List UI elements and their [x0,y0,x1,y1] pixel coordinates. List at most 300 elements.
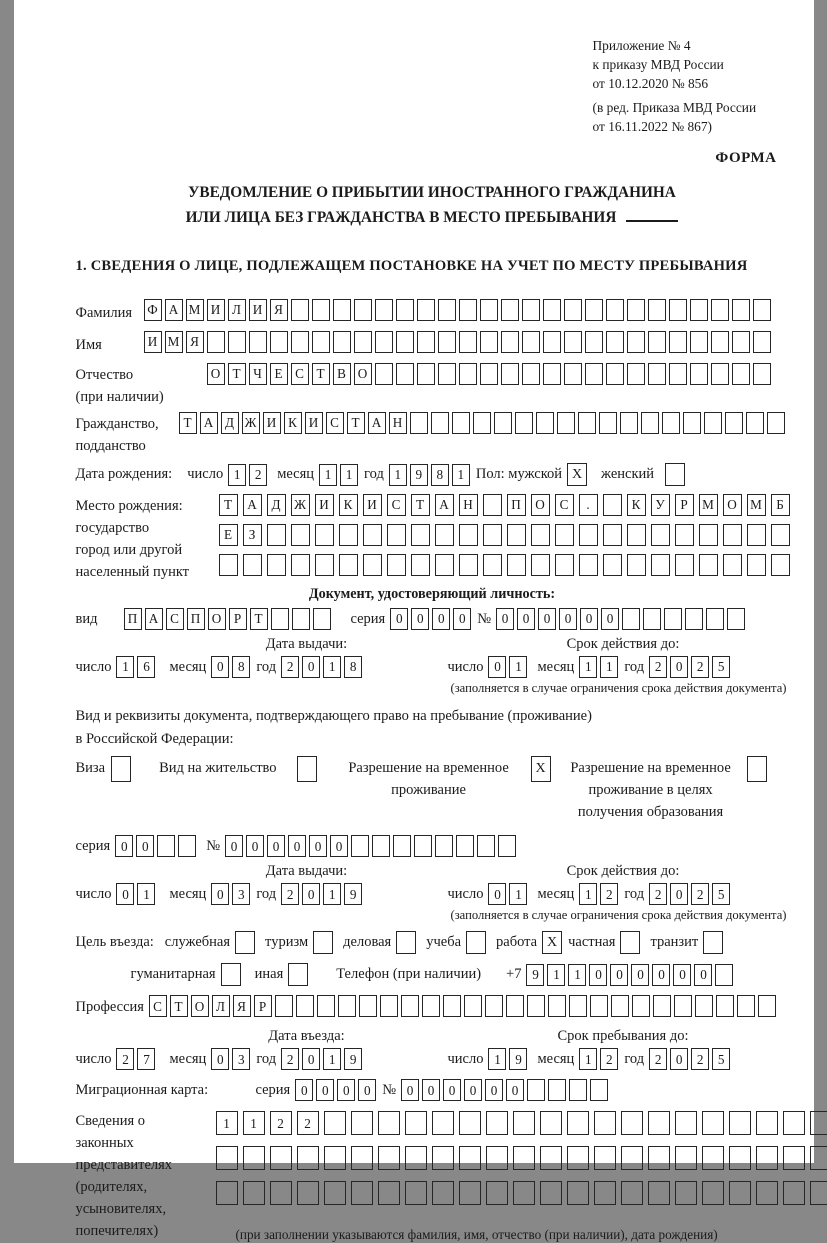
char-cell[interactable] [522,299,540,321]
char-cell[interactable] [606,331,624,353]
char-cell[interactable] [452,412,470,434]
char-cell[interactable]: О [354,363,372,385]
iddoc-number-cells[interactable] [496,608,745,630]
char-cell[interactable]: 1 [319,464,337,486]
char-cell[interactable] [351,1181,373,1205]
char-cell[interactable] [690,363,708,385]
char-cell[interactable]: Е [219,524,238,546]
char-cell[interactable]: С [387,494,406,516]
char-cell[interactable] [702,1181,724,1205]
char-cell[interactable] [411,524,430,546]
char-cell[interactable] [317,995,335,1017]
char-cell[interactable]: Ж [242,412,260,434]
char-cell[interactable] [569,1079,587,1101]
iddoc-issue-month-cells[interactable] [211,656,250,678]
char-cell[interactable] [585,331,603,353]
char-cell[interactable] [480,363,498,385]
char-cell[interactable] [296,995,314,1017]
char-cell[interactable] [669,299,687,321]
char-cell[interactable] [702,1111,724,1135]
char-cell[interactable] [338,995,356,1017]
char-cell[interactable] [313,608,331,630]
char-cell[interactable]: 1 [243,1111,265,1135]
char-cell[interactable] [312,299,330,321]
char-cell[interactable] [531,554,550,576]
char-cell[interactable]: 9 [410,464,428,486]
char-cell[interactable]: 0 [211,883,229,905]
char-cell[interactable] [594,1181,616,1205]
iddoc-valid-year-cells[interactable] [649,656,730,678]
char-cell[interactable] [417,363,435,385]
char-cell[interactable]: 5 [712,656,730,678]
char-cell[interactable] [756,1146,778,1170]
char-cell[interactable] [627,524,646,546]
char-cell[interactable] [513,1181,535,1205]
char-cell[interactable]: 1 [323,1048,341,1070]
char-cell[interactable] [704,412,722,434]
char-cell[interactable] [312,331,330,353]
char-cell[interactable] [498,835,516,857]
firstname-cells[interactable] [144,331,771,353]
char-cell[interactable] [527,1079,545,1101]
char-cell[interactable] [351,1111,373,1135]
char-cell[interactable] [729,1111,751,1135]
char-cell[interactable]: 1 [323,656,341,678]
purpose-study-checkbox[interactable] [466,931,486,954]
char-cell[interactable] [611,995,629,1017]
char-cell[interactable] [507,524,526,546]
char-cell[interactable]: О [207,363,225,385]
char-cell[interactable] [291,524,310,546]
char-cell[interactable]: С [149,995,167,1017]
resdoc-issue-day-cells[interactable] [116,883,155,905]
char-cell[interactable] [685,608,703,630]
char-cell[interactable] [411,554,430,576]
migcard-series-cells[interactable] [295,1079,376,1101]
char-cell[interactable] [459,299,477,321]
char-cell[interactable] [354,299,372,321]
char-cell[interactable] [480,331,498,353]
entry-month-cells[interactable] [211,1048,250,1070]
resdoc-valid-day-cells[interactable] [488,883,527,905]
iddoc-issue-day-cells[interactable] [116,656,155,678]
char-cell[interactable]: 0 [673,964,691,986]
char-cell[interactable] [543,331,561,353]
char-cell[interactable]: С [166,608,184,630]
char-cell[interactable]: З [243,524,262,546]
char-cell[interactable] [732,363,750,385]
char-cell[interactable] [753,331,771,353]
char-cell[interactable] [810,1111,827,1135]
char-cell[interactable] [732,299,750,321]
char-cell[interactable]: 0 [631,964,649,986]
char-cell[interactable] [627,299,645,321]
char-cell[interactable] [380,995,398,1017]
char-cell[interactable] [501,363,519,385]
char-cell[interactable]: Н [389,412,407,434]
entry-year-cells[interactable] [281,1048,362,1070]
char-cell[interactable] [375,363,393,385]
char-cell[interactable] [620,412,638,434]
char-cell[interactable] [351,835,369,857]
char-cell[interactable] [675,1181,697,1205]
char-cell[interactable]: 9 [509,1048,527,1070]
char-cell[interactable]: 0 [496,608,514,630]
char-cell[interactable]: 0 [330,835,348,857]
char-cell[interactable]: 2 [281,656,299,678]
char-cell[interactable]: И [144,331,162,353]
char-cell[interactable]: 0 [670,1048,688,1070]
char-cell[interactable] [473,412,491,434]
birthplace-cells-row2[interactable] [219,524,790,546]
char-cell[interactable]: 1 [579,1048,597,1070]
surname-cells[interactable] [144,299,771,321]
char-cell[interactable] [405,1146,427,1170]
char-cell[interactable]: 1 [568,964,586,986]
char-cell[interactable] [669,363,687,385]
char-cell[interactable]: 0 [488,656,506,678]
char-cell[interactable]: 1 [579,656,597,678]
char-cell[interactable]: О [191,995,209,1017]
char-cell[interactable] [405,1111,427,1135]
char-cell[interactable] [621,1111,643,1135]
char-cell[interactable] [378,1111,400,1135]
birth-month-cells[interactable] [319,464,358,486]
char-cell[interactable] [690,299,708,321]
char-cell[interactable] [585,299,603,321]
char-cell[interactable] [480,299,498,321]
char-cell[interactable] [396,331,414,353]
char-cell[interactable] [401,995,419,1017]
char-cell[interactable]: 0 [211,656,229,678]
char-cell[interactable]: 0 [337,1079,355,1101]
char-cell[interactable] [675,554,694,576]
char-cell[interactable]: Л [228,299,246,321]
char-cell[interactable] [536,412,554,434]
char-cell[interactable] [459,363,477,385]
char-cell[interactable]: 1 [137,883,155,905]
char-cell[interactable] [641,412,659,434]
char-cell[interactable] [464,995,482,1017]
char-cell[interactable]: Т [170,995,188,1017]
char-cell[interactable] [270,331,288,353]
char-cell[interactable]: 2 [270,1111,292,1135]
char-cell[interactable] [753,363,771,385]
char-cell[interactable] [486,1111,508,1135]
char-cell[interactable]: 1 [488,1048,506,1070]
char-cell[interactable]: 1 [116,656,134,678]
char-cell[interactable] [579,524,598,546]
char-cell[interactable]: 5 [712,1048,730,1070]
char-cell[interactable] [603,524,622,546]
char-cell[interactable] [267,524,286,546]
patronymic-cells[interactable] [207,363,771,385]
char-cell[interactable] [396,363,414,385]
char-cell[interactable] [405,1181,427,1205]
char-cell[interactable]: А [145,608,163,630]
char-cell[interactable]: Д [267,494,286,516]
char-cell[interactable]: 0 [517,608,535,630]
char-cell[interactable]: 2 [649,883,667,905]
birthplace-cells-row1[interactable] [219,494,790,516]
char-cell[interactable]: А [243,494,262,516]
sex-female-checkbox[interactable] [665,463,685,486]
char-cell[interactable]: 8 [232,656,250,678]
char-cell[interactable] [459,524,478,546]
char-cell[interactable] [435,524,454,546]
guardians-cells-row2[interactable] [216,1146,827,1170]
char-cell[interactable]: 0 [302,1048,320,1070]
char-cell[interactable] [662,412,680,434]
char-cell[interactable]: 2 [691,1048,709,1070]
char-cell[interactable]: 1 [452,464,470,486]
char-cell[interactable] [219,554,238,576]
char-cell[interactable] [674,995,692,1017]
char-cell[interactable] [410,412,428,434]
char-cell[interactable] [271,608,289,630]
char-cell[interactable] [651,524,670,546]
char-cell[interactable]: К [284,412,302,434]
char-cell[interactable] [459,1181,481,1205]
char-cell[interactable] [435,835,453,857]
char-cell[interactable] [275,995,293,1017]
char-cell[interactable] [459,554,478,576]
char-cell[interactable]: Л [212,995,230,1017]
char-cell[interactable]: 0 [601,608,619,630]
char-cell[interactable] [651,554,670,576]
birth-year-cells[interactable] [389,464,470,486]
char-cell[interactable]: А [435,494,454,516]
char-cell[interactable]: 0 [288,835,306,857]
char-cell[interactable] [783,1146,805,1170]
char-cell[interactable] [729,1181,751,1205]
char-cell[interactable]: Т [228,363,246,385]
char-cell[interactable] [767,412,785,434]
char-cell[interactable]: П [187,608,205,630]
char-cell[interactable] [747,524,766,546]
char-cell[interactable] [527,995,545,1017]
char-cell[interactable] [548,1079,566,1101]
char-cell[interactable]: 0 [485,1079,503,1101]
birthplace-cells-row3[interactable] [219,554,790,576]
char-cell[interactable]: Я [270,299,288,321]
char-cell[interactable] [486,1181,508,1205]
char-cell[interactable]: 0 [390,608,408,630]
resdoc-series-cells[interactable] [115,835,196,857]
char-cell[interactable] [291,554,310,576]
char-cell[interactable] [603,554,622,576]
resdoc-issue-year-cells[interactable] [281,883,362,905]
iddoc-series-cells[interactable] [390,608,471,630]
char-cell[interactable] [783,1111,805,1135]
char-cell[interactable] [438,331,456,353]
char-cell[interactable]: 0 [670,883,688,905]
char-cell[interactable] [669,331,687,353]
purpose-humanitarian-checkbox[interactable] [221,963,241,986]
char-cell[interactable] [378,1146,400,1170]
char-cell[interactable]: 1 [547,964,565,986]
char-cell[interactable] [396,299,414,321]
char-cell[interactable] [711,363,729,385]
char-cell[interactable] [431,412,449,434]
char-cell[interactable] [716,995,734,1017]
char-cell[interactable] [564,299,582,321]
char-cell[interactable] [606,363,624,385]
char-cell[interactable]: 0 [464,1079,482,1101]
char-cell[interactable] [432,1181,454,1205]
char-cell[interactable] [417,331,435,353]
char-cell[interactable]: И [207,299,225,321]
char-cell[interactable] [622,608,640,630]
char-cell[interactable]: П [124,608,142,630]
char-cell[interactable]: Е [270,363,288,385]
iddoc-kind-cells[interactable] [124,608,331,630]
resdoc-valid-month-cells[interactable] [579,883,618,905]
char-cell[interactable] [564,363,582,385]
char-cell[interactable]: У [651,494,670,516]
temp-residence-education-checkbox[interactable] [747,756,767,782]
char-cell[interactable] [567,1146,589,1170]
char-cell[interactable] [540,1181,562,1205]
char-cell[interactable] [483,554,502,576]
char-cell[interactable] [702,1146,724,1170]
char-cell[interactable]: 0 [115,835,133,857]
char-cell[interactable] [648,1111,670,1135]
char-cell[interactable] [540,1111,562,1135]
char-cell[interactable] [178,835,196,857]
char-cell[interactable] [333,331,351,353]
char-cell[interactable]: Б [771,494,790,516]
char-cell[interactable] [270,1146,292,1170]
char-cell[interactable] [291,331,309,353]
char-cell[interactable]: 1 [600,656,618,678]
char-cell[interactable] [333,299,351,321]
char-cell[interactable]: Р [254,995,272,1017]
char-cell[interactable]: 0 [670,656,688,678]
char-cell[interactable]: Т [411,494,430,516]
char-cell[interactable] [711,331,729,353]
char-cell[interactable] [387,524,406,546]
char-cell[interactable] [557,412,575,434]
char-cell[interactable]: 5 [712,883,730,905]
char-cell[interactable]: 3 [232,1048,250,1070]
char-cell[interactable] [699,554,718,576]
entry-day-cells[interactable] [116,1048,155,1070]
char-cell[interactable] [648,299,666,321]
char-cell[interactable] [422,995,440,1017]
char-cell[interactable]: 2 [649,1048,667,1070]
char-cell[interactable] [564,331,582,353]
char-cell[interactable] [292,608,310,630]
char-cell[interactable] [267,554,286,576]
char-cell[interactable]: 0 [211,1048,229,1070]
char-cell[interactable]: О [723,494,742,516]
char-cell[interactable] [438,299,456,321]
char-cell[interactable]: М [186,299,204,321]
char-cell[interactable]: О [208,608,226,630]
iddoc-valid-month-cells[interactable] [579,656,618,678]
char-cell[interactable] [513,1111,535,1135]
char-cell[interactable]: М [699,494,718,516]
char-cell[interactable]: 1 [509,883,527,905]
char-cell[interactable]: 2 [600,883,618,905]
char-cell[interactable] [648,331,666,353]
char-cell[interactable] [690,331,708,353]
char-cell[interactable]: К [339,494,358,516]
char-cell[interactable]: Ч [249,363,267,385]
char-cell[interactable] [599,412,617,434]
char-cell[interactable] [417,299,435,321]
purpose-work-checkbox[interactable]: X [542,931,562,954]
purpose-transit-checkbox[interactable] [703,931,723,954]
char-cell[interactable]: 0 [506,1079,524,1101]
char-cell[interactable] [810,1181,827,1205]
char-cell[interactable]: 2 [691,883,709,905]
citizenship-cells[interactable] [179,412,785,434]
char-cell[interactable] [456,835,474,857]
char-cell[interactable] [249,331,267,353]
char-cell[interactable]: 0 [694,964,712,986]
char-cell[interactable] [664,608,682,630]
char-cell[interactable] [729,1146,751,1170]
char-cell[interactable] [632,995,650,1017]
char-cell[interactable]: А [165,299,183,321]
char-cell[interactable]: 0 [610,964,628,986]
char-cell[interactable]: Т [312,363,330,385]
char-cell[interactable] [477,835,495,857]
char-cell[interactable]: С [291,363,309,385]
char-cell[interactable] [783,1181,805,1205]
char-cell[interactable]: 0 [488,883,506,905]
char-cell[interactable] [216,1146,238,1170]
char-cell[interactable] [432,1111,454,1135]
char-cell[interactable] [354,331,372,353]
char-cell[interactable] [515,412,533,434]
char-cell[interactable] [706,608,724,630]
visa-checkbox[interactable] [111,756,131,782]
char-cell[interactable] [483,494,502,516]
char-cell[interactable] [506,995,524,1017]
char-cell[interactable]: . [579,494,598,516]
char-cell[interactable] [543,363,561,385]
char-cell[interactable] [228,331,246,353]
char-cell[interactable]: И [363,494,382,516]
char-cell[interactable] [432,1146,454,1170]
char-cell[interactable] [725,412,743,434]
char-cell[interactable] [243,1146,265,1170]
char-cell[interactable]: Д [221,412,239,434]
char-cell[interactable]: Т [179,412,197,434]
char-cell[interactable] [711,299,729,321]
char-cell[interactable] [522,363,540,385]
char-cell[interactable] [643,608,661,630]
char-cell[interactable] [393,835,411,857]
purpose-official-checkbox[interactable] [235,931,255,954]
birth-day-cells[interactable] [228,464,267,486]
char-cell[interactable] [723,554,742,576]
char-cell[interactable]: 0 [652,964,670,986]
char-cell[interactable] [297,1181,319,1205]
char-cell[interactable] [507,554,526,576]
char-cell[interactable] [621,1146,643,1170]
char-cell[interactable] [387,554,406,576]
char-cell[interactable]: 0 [358,1079,376,1101]
char-cell[interactable] [578,412,596,434]
iddoc-issue-year-cells[interactable] [281,656,362,678]
char-cell[interactable]: 9 [344,883,362,905]
char-cell[interactable] [351,1146,373,1170]
char-cell[interactable]: Т [347,412,365,434]
